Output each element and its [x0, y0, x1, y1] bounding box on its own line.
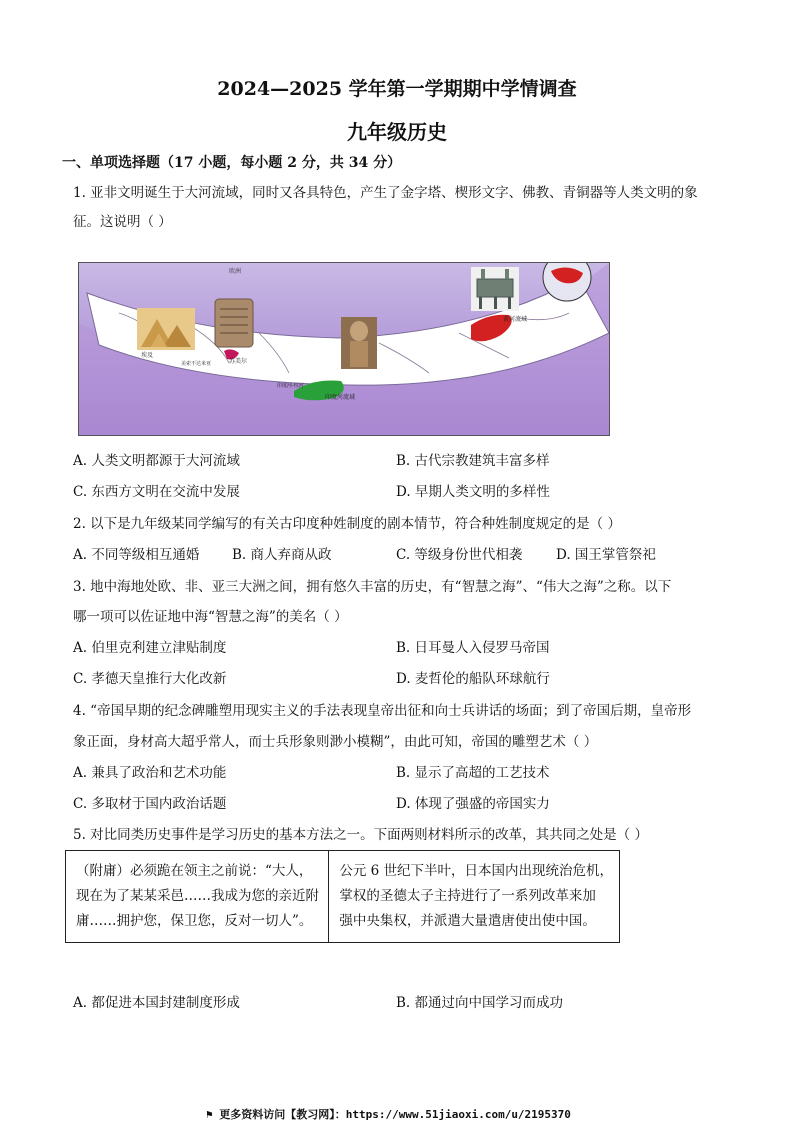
- q5-option-a[interactable]: A. 都促进本国封建制度形成: [73, 995, 240, 1011]
- q5-material-right-line: 强中央集权，并派遣大量遣唐使出使中国。: [339, 913, 596, 929]
- cuneiform-tablet-image: [215, 299, 253, 347]
- label-yellow-river: 黄河流域: [503, 316, 528, 323]
- q5-material-left-line: 现在为了某某采邑……我成为您的亲近附: [76, 888, 319, 904]
- q5-material-table: [65, 850, 620, 943]
- q3-option-c[interactable]: C. 孝德天皇推行大化改新: [73, 671, 227, 687]
- footer-text: 更多资料访问【教习网】：https://www.51jiaoxi.com/u/2195370: [219, 1108, 571, 1121]
- q4-stem-line2: 象正面，身材高大超乎常人，而士兵形象则渺小模糊”，由此可知，帝国的雕塑艺术（ ）: [73, 734, 598, 750]
- q1-stem-line2: 征。这说明（ ）: [73, 214, 172, 230]
- q5-material-left-line: （附庸）必须跪在领主之前说：“大人，: [76, 863, 313, 879]
- q5-material-right: [329, 851, 620, 943]
- pyramids-image: [137, 308, 195, 350]
- label-sumer: 苏美尔: [229, 358, 248, 365]
- q4-option-c[interactable]: C. 多取材于国内政治话题: [73, 796, 227, 812]
- q3-stem-line1: 3. 地中海地处欧、非、亚三大洲之间，拥有悠久丰富的历史，有“智慧之海”、“伟大之海”之称。以下: [73, 579, 672, 595]
- q5-material-right-line: 掌权的圣德太子主持进行了一系列改革来加: [339, 888, 596, 904]
- label-egypt: 埃及: [141, 352, 154, 359]
- footer-link[interactable]: [206, 1106, 571, 1122]
- q4-option-a[interactable]: A. 兼具了政治和艺术功能: [73, 765, 227, 781]
- q1-option-c[interactable]: C. 东西方文明在交流中发展: [73, 484, 240, 500]
- flag-icon: ⚑: [206, 1108, 220, 1121]
- q1-option-a[interactable]: A. 人类文明都源于大河流域: [73, 453, 240, 469]
- q2-option-d[interactable]: D. 国王掌管祭祀: [556, 547, 656, 563]
- label-europe: 欧洲: [229, 268, 242, 275]
- q3-option-b[interactable]: B. 日耳曼人入侵罗马帝国: [396, 640, 550, 656]
- q5-material-left-line: 庸……拥护您，保卫您，反对一切人”。: [76, 913, 313, 929]
- q2-option-c[interactable]: C. 等级身份世代相袭: [396, 547, 523, 563]
- q1-option-b[interactable]: B. 古代宗教建筑丰富多样: [396, 453, 550, 469]
- section-heading: 一、单项选择题（17 小题，每小题 2 分，共 34 分）: [62, 155, 402, 171]
- label-mesopotamia-region: 美索不达米亚: [181, 361, 212, 367]
- q2-option-a[interactable]: A. 不同等级相互通婚: [73, 547, 200, 563]
- q2-stem: 2. 以下是九年级某同学编写的有关古印度种姓制度的剧本情节，符合种姓制度规定的是（ ）: [73, 516, 621, 532]
- buddha-statue-image: [341, 317, 377, 369]
- q4-option-b[interactable]: B. 显示了高超的工艺技术: [396, 765, 550, 781]
- q5-option-b[interactable]: B. 都通过向中国学习而成功: [396, 995, 564, 1011]
- civilization-map: [79, 263, 609, 435]
- q5-stem: 5. 对比同类历史事件是学习历史的基本方法之一。下面两则材料所示的改革，其共同之处是（ ）: [73, 827, 648, 843]
- q1-map-figure: [78, 262, 610, 436]
- q5-material-left: [66, 851, 329, 943]
- q3-stem-line2: 哪一项可以佐证地中海“智慧之海”的美名（ ）: [73, 609, 348, 625]
- q3-option-d[interactable]: D. 麦哲伦的船队环球航行: [396, 671, 550, 687]
- page-subtitle: 九年级历史: [347, 120, 447, 144]
- q4-option-d[interactable]: D. 体现了强盛的帝国实力: [396, 796, 550, 812]
- q4-stem-line1: 4. “帝国早期的纪念碑雕塑用现实主义的手法表现皇帝出征和向士兵讲话的场面；到了帝国后期，皇帝形: [73, 703, 692, 719]
- q1-stem-line1: 1. 亚非文明诞生于大河流域，同时又各具特色，产生了金字塔、楔形文字、佛教、青铜器等人类文明的象: [73, 185, 698, 201]
- label-indus: 印度河流域: [325, 394, 356, 401]
- bronze-vessel-image: [471, 267, 519, 311]
- q5-material-right-line: 公元 6 世纪下半叶，日本国内出现统治危机，: [339, 863, 613, 879]
- page-title: 2024—2025 学年第一学期期中学情调查: [217, 78, 577, 100]
- q2-option-b[interactable]: B. 商人弃商从政: [232, 547, 332, 563]
- label-indus-region: 印度河-恒河: [277, 383, 304, 389]
- q3-option-a[interactable]: A. 伯里克利建立津贴制度: [73, 640, 227, 656]
- q1-option-d[interactable]: D. 早期人类文明的多样性: [396, 484, 550, 500]
